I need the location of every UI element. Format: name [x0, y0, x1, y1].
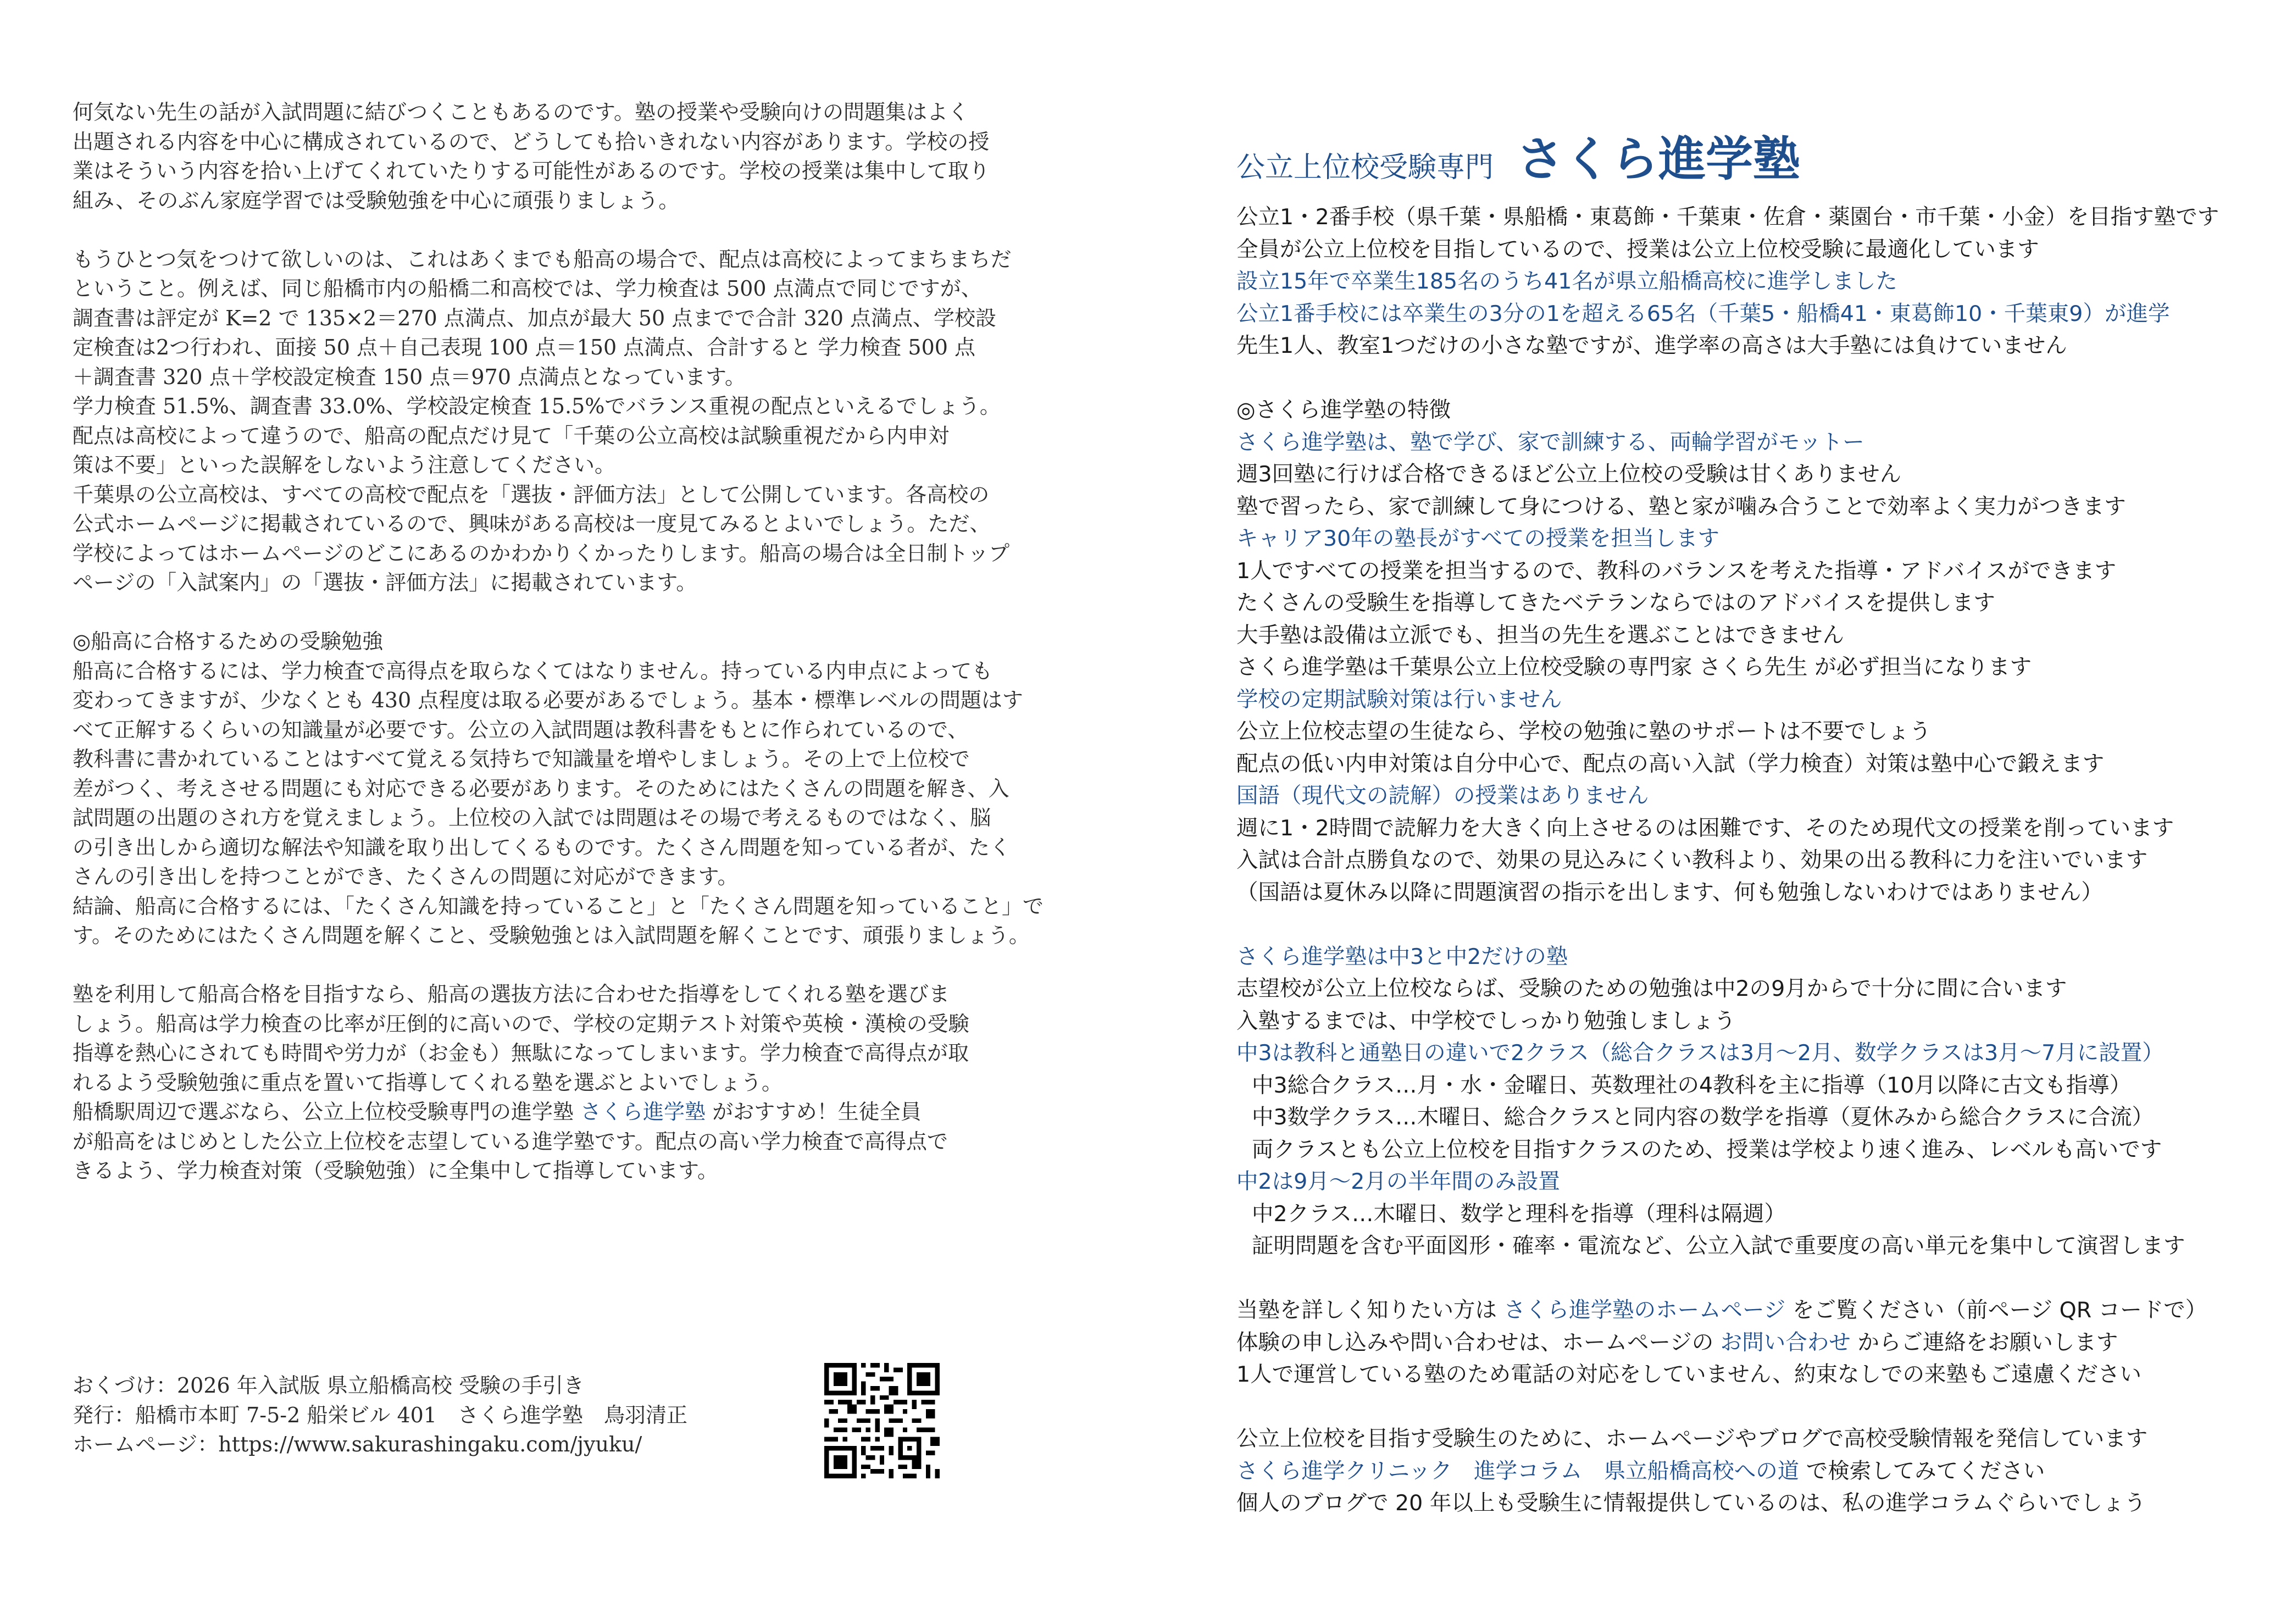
- feature-line: さくら進学塾は千葉県公立上位校受験の専門家 さくら先生 が必ず担当になります: [1236, 655, 2032, 680]
- text-line: ＋調査書 320 点＋学校設定検査 150 点＝970 点満点となっています。: [73, 364, 746, 389]
- left-paragraph-3: [73, 627, 1117, 951]
- info-line: 公立上位校を目指す受験生のために、ホームページやブログで高校受験情報を発信しています: [1236, 1426, 2148, 1451]
- text-line: ということ。例えば、同じ船橋市内の船橋二和高校では、学力検査は 500 点満点で同じですが、: [73, 276, 982, 301]
- text-line: 配点は高校によって違うので、船高の配点だけ見て「千葉の公立高校は試験重視だから内申対: [73, 423, 950, 448]
- feature-line: 先生1人、教室1つだけの小さな塾ですが、進学率の高さは大手塾には負けていません: [1236, 333, 2067, 358]
- text-line: 千葉県の公立高校は、すべての高校で配点を「選抜・評価方法」として公開しています。各高校の: [73, 482, 990, 507]
- left-paragraph-4: [73, 980, 1117, 1186]
- text-line: の引き出しから適切な解法や知識を取り出してくるものです。たくさん問題を知っている者が、たく: [73, 835, 1011, 860]
- text-line: 何気ない先生の話が入試問題に結びつくこともあるのです。塾の授業や受験向けの問題集はよく: [73, 100, 969, 124]
- colophon-publisher: 発行：船橋市本町 7-5-2 船栄ビル 401 さくら進学塾 鳥羽清正: [73, 1403, 687, 1427]
- feature-heading: 設立15年で卒業生185名のうち41名が県立船橋高校に進学しました: [1236, 269, 1897, 294]
- feature-line: 週3回塾に行けば合格できるほど公立上位校の受験は甘くありません: [1236, 462, 1902, 487]
- text-line: 出題される内容を中心に構成されているので、どうしても拾いきれない内容があります。学校の授: [73, 129, 990, 154]
- text-line: しょう。船高は学力検査の比率が圧倒的に高いので、学校の定期テスト対策や英検・漢検の受験: [73, 1011, 969, 1036]
- text-line: 組み、そのぶん家庭学習では受験勉強を中心に頑張りましょう。: [73, 188, 680, 213]
- feature-line: 公立上位校志望の生徒なら、学校の勉強に塾のサポートは不要でしょう: [1236, 719, 1931, 744]
- text-line: 変わってきますが、少なくとも 430 点程度は取る必要があるでしょう。基本・標準レベルの問題はす: [73, 688, 1023, 712]
- text-line: 教科書に書かれていることはすべて覚える気持ちで知識量を増やしましょう。その上で上位校で: [73, 747, 970, 771]
- feature-line: 入試は合計点勝負なので、効果の見込みにくい教科より、効果の出る教科に力を注いでいます: [1236, 847, 2148, 873]
- left-page-body: [73, 98, 1117, 1186]
- feature-line: 週に1・2時間で読解力を大きく向上させるのは困難です、そのため現代文の授業を削っています: [1236, 815, 2174, 841]
- text-line: ページの「入試案内」の「選抜・評価方法」に掲載されています。: [73, 570, 697, 595]
- text-line: 学力検査 51.5%、調査書 33.0%、学校設定検査 15.5%でバランス重視の配点といえるでしょう。: [73, 394, 1001, 418]
- feature-heading: さくら進学塾は中3と中2だけの塾: [1236, 944, 1568, 969]
- feature-list: [1236, 201, 2253, 1294]
- feature-line: ◎さくら進学塾の特徴: [1236, 397, 1451, 423]
- brand-header: [1236, 115, 2253, 187]
- text-line: 定検査は2つ行われ、面接 50 点＋自己表現 100 点＝150 点満点、合計すると 学力検査 500 点: [73, 335, 976, 359]
- qr-code-icon[interactable]: [824, 1363, 940, 1478]
- blog-line: 個人のブログで 20 年以上も受験生に情報提供しているのは、私の進学コラムぐらいでしょう: [1236, 1490, 2146, 1516]
- homepage-line: [1236, 1294, 2253, 1327]
- text-span: からご連絡をお願いします: [1850, 1329, 2118, 1355]
- search-keywords-link[interactable]: さくら進学クリニック 進学コラム 県立船橋高校への道: [1236, 1458, 1800, 1484]
- feature-line: 1人ですべての授業を担当するので、教科のバランスを考えた指導・アドバイスができます: [1236, 558, 2117, 584]
- text-line: が船高をはじめとした公立上位校を志望している進学塾です。配点の高い学力検査で高得点で: [73, 1129, 948, 1154]
- text-span: 当塾を詳しく知りたい方は: [1236, 1298, 1504, 1323]
- text-line: [73, 1098, 1117, 1127]
- feature-line: 配点の低い内申対策は自分中心で、配点の高い入試（学力検査）対策は塾中心で鍛えます: [1236, 751, 2105, 777]
- phone-note: 1人で運営している塾のため電話の対応をしていません、約束なしでの来塾もご遠慮ください: [1236, 1362, 2142, 1387]
- feature-line: 大手塾は設備は立派でも、担当の先生を選ぶことはできません: [1236, 622, 1844, 648]
- feature-line: 中2クラス…木曜日、数学と理科を指導（理科は隔週）: [1252, 1201, 1786, 1227]
- text-line: 結論、船高に合格するには、「たくさん知識を持っていること」と「たくさん問題を知っていること」で: [73, 894, 1044, 918]
- text-line: す。そのためにはたくさん問題を解くこと、受験勉強とは入試問題を解くことです、頑張りましょう。: [73, 923, 1030, 947]
- feature-heading: 中3は教科と通塾日の違いで2クラス（総合クラスは3月〜2月、数学クラスは3月〜7月に設置）: [1236, 1040, 2164, 1066]
- text-line: さんの引き出しを持つことができ、たくさんの問題に対応ができます。: [73, 864, 739, 889]
- homepage-link[interactable]: さくら進学塾のホームページ: [1503, 1298, 1786, 1323]
- feature-heading: キャリア30年の塾長がすべての授業を担当します: [1236, 526, 1719, 551]
- spacer: [1236, 1262, 2253, 1295]
- feature-line: 志望校が公立上位校ならば、受験のための勉強は中2の9月からで十分に間に合います: [1236, 976, 2067, 1001]
- text-line: 差がつく、考えさせる問題にも対応できる必要があります。そのためにはたくさんの問題を解き、入: [73, 776, 1009, 801]
- text-span: で検索してみてください: [1799, 1458, 2045, 1484]
- text-line: 学校によってはホームページのどこにあるのかわかりくかったりします。船高の場合は全日制トップ: [73, 541, 1010, 566]
- feature-heading: 国語（現代文の読解）の授業はありません: [1236, 783, 1649, 808]
- colophon-homepage[interactable]: ホームページ：https://www.sakurashingaku.com/jyuku/: [73, 1432, 642, 1456]
- feature-line: 塾で習ったら、家で訓練して身につける、塾と家が噛み合うことで効率よく実力がつきます: [1236, 494, 2126, 519]
- colophon: [73, 1371, 787, 1460]
- contact-line: [1236, 1327, 2253, 1359]
- text-line: 調査書は評定が K=2 で 135×2＝270 点満点、加点が最大 50 点までで合計 320 点満点、学校設: [73, 306, 997, 330]
- text-line: 塾を利用して船高合格を目指すなら、船高の選抜方法に合わせた指導をしてくれる塾を選びま: [73, 982, 950, 1006]
- feature-line: 証明問題を含む平面図形・確率・電流など、公立入試で重要度の高い単元を集中して演習します: [1252, 1233, 2185, 1259]
- text-line: 指導を熱心にされても時間や労力が（お金も）無駄になってしまいます。学力検査で高得点が取: [73, 1041, 969, 1065]
- text-span: がおすすめ！生徒全員: [706, 1100, 922, 1124]
- feature-line: たくさんの受験生を指導してきたベテランならではのアドバイスを提供します: [1236, 590, 1995, 616]
- feature-heading: さくら進学塾は、塾で学び、家で訓練する、両輪学習がモットー: [1236, 429, 1864, 455]
- colophon-title: おくづけ：2026 年入試版 県立船橋高校 受験の手引き: [73, 1373, 584, 1398]
- feature-line: （国語は夏休み以降に問題演習の指示を出します、何も勉強しないわけではありません）: [1236, 879, 2103, 905]
- text-span: をご覧ください（前ページ QR コードで）: [1785, 1298, 2207, 1323]
- text-line: べて正解するくらいの知識量が必要です。公立の入試問題は教科書をもとに作られているので、: [73, 717, 969, 742]
- spacer: [1236, 362, 2253, 395]
- text-line: 業はそういう内容を拾い上げてくれていたりする可能性があるのです。学校の授業は集中して取り: [73, 159, 990, 183]
- contact-link[interactable]: お問い合わせ: [1720, 1329, 1851, 1355]
- feature-line: 全員が公立上位校を目指しているので、授業は公立上位校受験に最適化しています: [1236, 236, 2039, 262]
- brand-name: さくら進学塾: [1517, 132, 1801, 187]
- feature-line: 中3総合クラス…月・水・金曜日、英数理社の4教科を主に指導（10月以降に古文も指導）: [1252, 1072, 2132, 1098]
- feature-heading: 公立1番手校には卒業生の3分の1を超える65名（千葉5・船橋41・東葛飾10・千葉東9）が進学: [1236, 301, 2170, 326]
- right-page-body: [1236, 115, 2253, 1520]
- text-line: れるよう受験勉強に重点を置いて指導してくれる塾を選ぶとよいでしょう。: [73, 1070, 783, 1095]
- text-line: 試問題の出題のされ方を覚えましょう。上位校の入試では問題はその場で考えるものではなく、脳: [73, 806, 991, 830]
- text-span: 体験の申し込みや問い合わせは、ホームページの: [1236, 1329, 1721, 1355]
- text-line: きるよう、学力検査対策（受験勉強）に全集中して指導しています。: [73, 1159, 718, 1183]
- feature-heading: 学校の定期試験対策は行いません: [1236, 686, 1562, 712]
- school-name-link[interactable]: さくら進学塾: [580, 1100, 706, 1124]
- spacer: [1236, 908, 2253, 941]
- feature-line: 中3数学クラス…木曜日、総合クラスと同内容の数学を指導（夏休みから総合クラスに合流）: [1252, 1105, 2154, 1130]
- search-line: [1236, 1455, 2253, 1488]
- section-heading: ◎船高に合格するための受験勉強: [73, 629, 384, 653]
- feature-line: 両クラスとも公立上位校を目指すクラスのため、授業は学校より速く進み、レベルも高いです: [1252, 1137, 2162, 1162]
- text-span: 船橋駅周辺で選ぶなら、公立上位校受験専門の進学塾: [73, 1100, 581, 1124]
- text-line: 船高に合格するには、学力検査で高得点を取らなくてはなりません。持っている内申点によっても: [73, 658, 993, 683]
- feature-line: 入塾するまでは、中学校でしっかり勉強しましょう: [1236, 1008, 1736, 1034]
- brand-subtitle: 公立上位校受験専門: [1236, 151, 1494, 184]
- text-line: 策は不要」といった誤解をしないよう注意してください。: [73, 453, 616, 477]
- feature-heading: 中2は9月〜2月の半年間のみ設置: [1236, 1169, 1560, 1194]
- left-paragraph-1: [73, 98, 1117, 215]
- left-paragraph-2: [73, 245, 1117, 598]
- text-line: もうひとつ気をつけて欲しいのは、これはあくまでも船高の場合で、配点は高校によってまちまちだ: [73, 247, 1012, 271]
- text-line: 公式ホームページに掲載されているので、興味がある高校は一度見てみるとよいでしょう。ただ、: [73, 512, 991, 536]
- feature-line: 公立1・2番手校（県千葉・県船橋・東葛飾・千葉東・佐倉・薬園台・市千葉・小金）を目指す塾です: [1236, 204, 2219, 230]
